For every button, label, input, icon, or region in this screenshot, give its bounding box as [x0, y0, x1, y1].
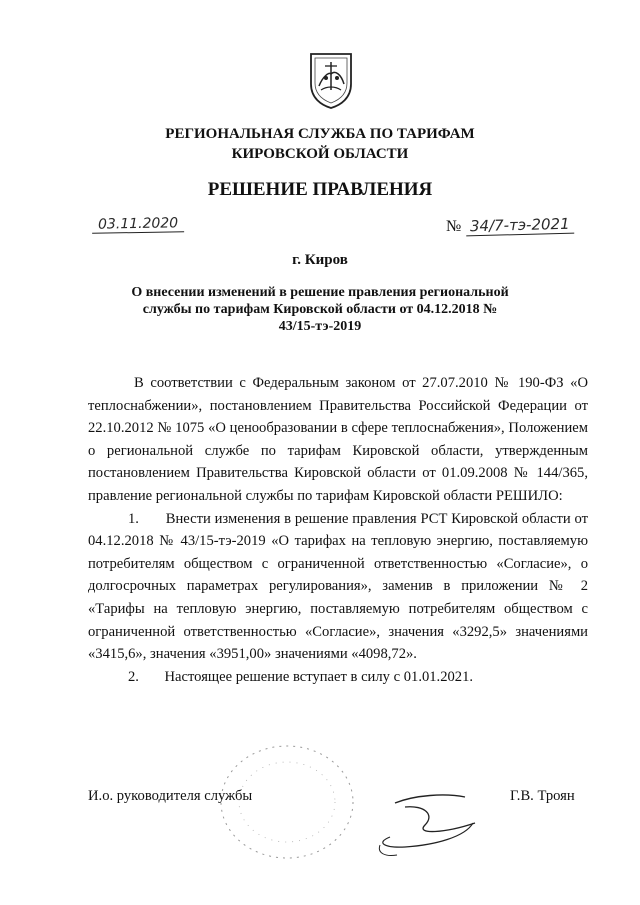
document-date: 03.11.2020 — [92, 215, 184, 234]
preamble-paragraph: В соответствии с Федеральным законом от 27.07.2010 № 190-ФЗ «О теплоснабжении», постановлением Правительства Российской Федерации от 22.10.2012 № 1075 «О ценообразовании в сфере теплоснабжения», Положением о региональной службе по тарифам Кировской области, утвержденным постановлением Правительства Кировской области от 01.09.2008 № 144/365, правление региональной службы по тарифам Кировской области РЕШИЛО: — [88, 375, 588, 504]
organization-title — [0, 124, 640, 164]
item-number: 1. — [128, 510, 139, 527]
item-text: Настоящее решение вступает в силу с 01.01.2021. — [164, 668, 474, 685]
document-number: 34/7-тэ-2021 — [466, 215, 574, 237]
handwritten-signature — [365, 775, 495, 870]
document-type-title: РЕШЕНИЕ ПРАВЛЕНИЯ — [207, 179, 433, 200]
item-text: Внести изменения в решение правления РСТ Кировской области от 04.12.2018 № 43/15-тэ-2019 «О тарифах на тепловую энергию, поставляемую потребителям обществом с ограниченной ответственностью «Согласие», о долгосрочных параметрах регулирования», заменив в приложении № 2 «Тарифы на тепловую энергию, поставляемую потребителям обществом с ограниченной ответственностью «Согласие», значения «3292,5» значениями «3415,6», значения «3951,00» значениями «4098,72». — [88, 510, 588, 663]
document-number-label: № — [446, 218, 462, 235]
document-subject — [0, 284, 640, 335]
signatory-name: Г.В. Троян — [510, 788, 575, 804]
organization-name: РЕГИОНАЛЬНАЯ СЛУЖБА ПО ТАРИФАМ КИРОВСКОЙ ОБЛАСТИ — [165, 126, 475, 162]
signatory-position: И.о. руководителя службы — [88, 788, 253, 804]
coat-of-arms-emblem — [307, 50, 355, 110]
item-number: 2. — [128, 668, 139, 685]
decision-item-2 — [88, 666, 588, 689]
document-city: г. Киров — [292, 252, 348, 268]
document-body — [88, 372, 588, 688]
subject-text: О внесении изменений в решение правления региональной службы по тарифам Кировской области от 04.12.2018 № 43/15-тэ-2019 — [131, 285, 509, 334]
decision-item-1 — [88, 508, 588, 666]
